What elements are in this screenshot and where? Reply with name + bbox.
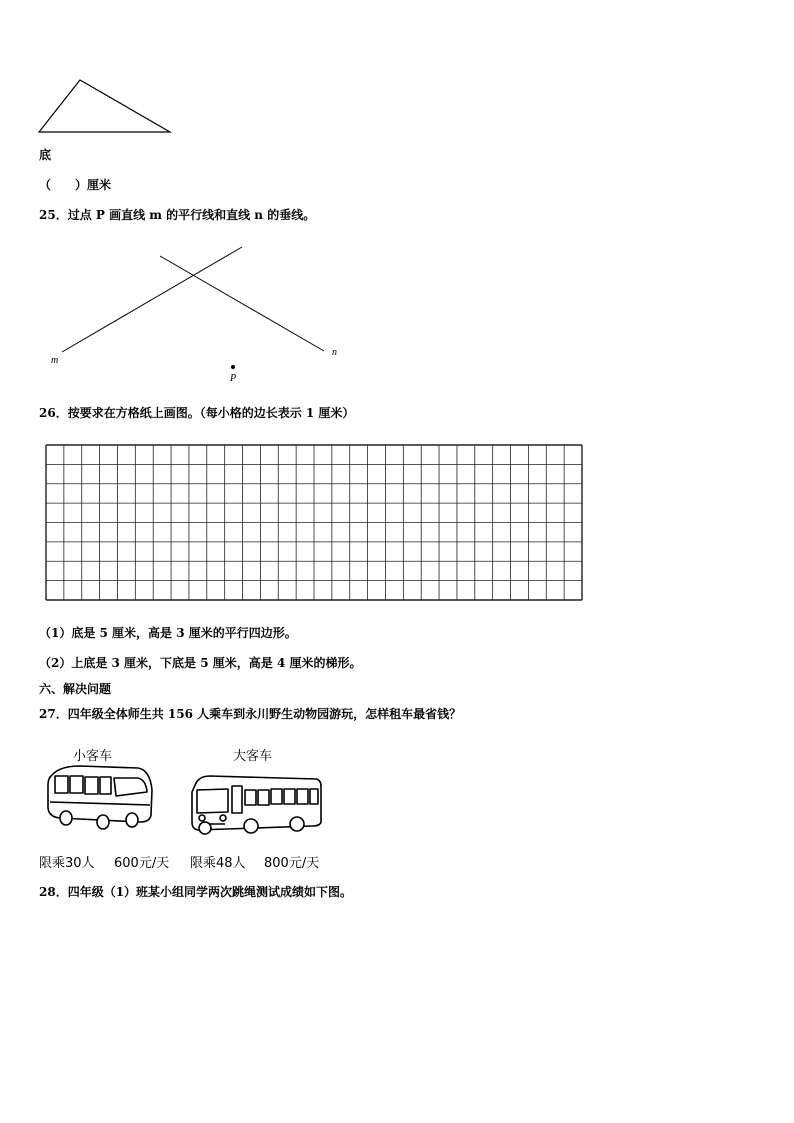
label-n: n — [332, 347, 337, 358]
question-28-prompt: 28．四年级（1）班某小组同学两次跳绳测试成绩如下图。 — [39, 885, 353, 899]
triangle-base-label: 底 — [39, 148, 52, 162]
question-27-prompt: 27．四年级全体师生共 156 人乘车到永川野生动物园游玩，怎样租车最省钱？ — [39, 707, 462, 721]
answer-blank-cm: （ ）厘米 — [39, 178, 112, 192]
small-bus-capacity: 限乘30人 — [39, 856, 95, 871]
small-bus-title: 小客车 — [73, 749, 113, 764]
question-26-part-1: （1）底是 5 厘米，高是 3 厘米的平行四边形。 — [39, 626, 297, 640]
large-bus-title: 大客车 — [233, 749, 273, 764]
label-p: P — [230, 373, 237, 384]
question-26-part-2: （2）上底是 3 厘米，下底是 5 厘米，高是 4 厘米的梯形。 — [39, 656, 362, 670]
large-bus-price: 800元/天 — [264, 856, 320, 871]
large-bus-capacity: 限乘48人 — [190, 856, 246, 871]
question-25-prompt: 25．过点 P 画直线 m 的平行线和直线 n 的垂线。 — [39, 208, 316, 222]
label-m: m — [51, 355, 59, 366]
question-26-prompt: 26．按要求在方格纸上画图。（每小格的边长表示 1 厘米） — [39, 406, 355, 420]
small-bus-price: 600元/天 — [114, 856, 170, 871]
section-heading: 六、解决问题 — [39, 682, 112, 696]
